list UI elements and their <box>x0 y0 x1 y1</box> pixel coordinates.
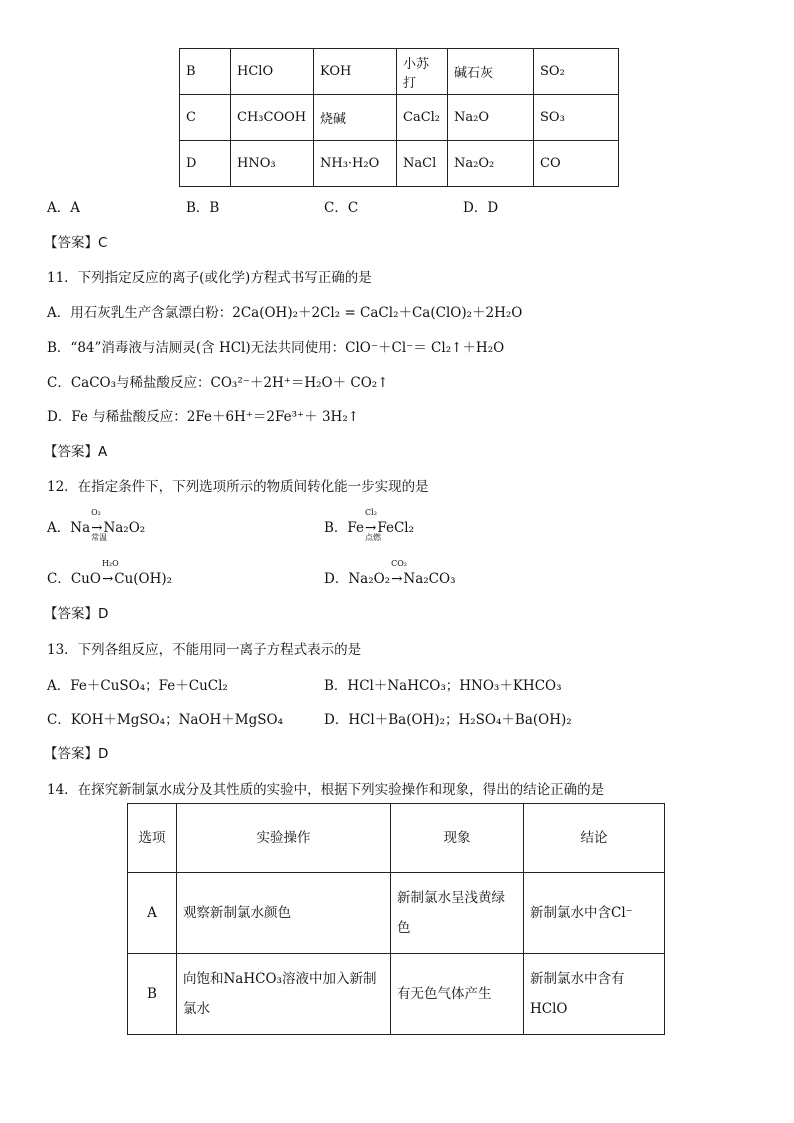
q11-option-d: D．Fe 与稀盐酸反应：2Fe＋6H⁺＝2Fe³⁺＋ 3H₂↑ <box>47 409 360 425</box>
q10-option-a: A．A <box>47 200 80 216</box>
q11-option-b: B．“84”消毒液与洁厕灵(含 HCl)无法共同使用：ClO⁻＋Cl⁻＝ Cl₂↑＋H₂O <box>47 340 505 356</box>
reaction-arrow <box>365 508 382 542</box>
q12-option-d <box>324 559 456 587</box>
table-header-row <box>128 804 665 873</box>
q11-option-a: A．用石灰乳生产含氯漂白粉：2Ca(OH)₂＋2Cl₂ = CaCl₂＋Ca(ClO)₂＋2H₂O <box>47 305 523 321</box>
q13-option-b: B．HCl＋NaHCO₃；HNO₃＋KHCO₃ <box>324 678 562 694</box>
q12-product: Cu(OH)₂ <box>114 571 173 587</box>
table-header-cell: 选项 <box>128 804 177 873</box>
reaction-condition-below: 常温 <box>91 533 108 542</box>
table-cell: HNO₃ <box>231 141 314 187</box>
q12-reactant: Na₂O₂ <box>348 571 391 587</box>
table-cell: C <box>180 95 231 141</box>
table-cell: SO₂ <box>534 49 619 95</box>
table-cell: D <box>180 141 231 187</box>
q13-option-d: D．HCl＋Ba(OH)₂；H₂SO₄＋Ba(OH)₂ <box>324 712 572 728</box>
q12-stem: 12．在指定条件下，下列选项所示的物质间转化能一步实现的是 <box>47 479 429 495</box>
q13-option-a: A．Fe＋CuSO₄；Fe＋CuCl₂ <box>47 678 228 694</box>
table-cell: HClO <box>231 49 314 95</box>
q12-option-label: A． <box>47 520 71 536</box>
q12-product: Na₂CO₃ <box>403 571 456 587</box>
reaction-condition-above: Cl₂ <box>365 508 377 517</box>
table-cell: 新制氯水中含Cl⁻ <box>524 873 665 954</box>
table-cell: 烧碱 <box>314 95 397 141</box>
q12-reactant: CuO <box>70 571 101 587</box>
q10-option-b: B．B <box>186 200 220 216</box>
arrow-icon: → <box>91 520 103 536</box>
reaction-condition-below: 点燃 <box>365 533 382 542</box>
arrow-icon: → <box>391 571 403 587</box>
q11-option-c: C．CaCO₃与稀盐酸反应：CO₃²⁻＋2H⁺＝H₂O＋ CO₂↑ <box>47 375 389 391</box>
experiment-table <box>127 803 665 1035</box>
table-cell: 新制氯水呈浅黄绿色 <box>391 873 524 954</box>
table-cell: 向饱和NaHCO₃溶液中加入新制氯水 <box>177 954 391 1035</box>
table-cell: B <box>128 954 177 1035</box>
q12-option-label: C． <box>47 571 71 587</box>
q11-answer: 【答案】A <box>44 444 108 460</box>
table-cell: CH₃COOH <box>231 95 314 141</box>
q10-option-c: C．C <box>324 200 359 216</box>
table-cell: 小苏打 <box>397 49 448 95</box>
q12-reactant: Na <box>70 520 91 536</box>
table-cell: 新制氯水中含有HClO <box>524 954 665 1035</box>
reaction-arrow <box>101 559 119 587</box>
table-cell: 观察新制氯水颜色 <box>177 873 391 954</box>
table-row <box>128 954 665 1035</box>
table-header-cell: 现象 <box>391 804 524 873</box>
q12-option-b <box>324 508 415 542</box>
q12-option-label: D． <box>324 571 349 587</box>
table-cell: 碱石灰 <box>448 49 534 95</box>
reaction-condition-above: O₂ <box>91 508 101 517</box>
reaction-arrow <box>391 559 407 587</box>
table-cell: NH₃·H₂O <box>314 141 397 187</box>
q10-answer: 【答案】C <box>44 235 108 251</box>
q12-product: FeCl₂ <box>377 520 415 536</box>
q13-option-c: C．KOH＋MgSO₄；NaOH＋MgSO₄ <box>47 712 283 728</box>
table-cell: A <box>128 873 177 954</box>
q13-stem: 13．下列各组反应，不能用同一离子方程式表示的是 <box>47 642 362 658</box>
q12-answer: 【答案】D <box>44 606 109 622</box>
reaction-arrow <box>91 508 108 542</box>
arrow-icon: → <box>101 571 114 587</box>
table-row <box>180 49 619 95</box>
q12-product: Na₂O₂ <box>103 520 146 536</box>
arrow-icon: → <box>365 520 377 536</box>
q12-option-c <box>47 559 173 587</box>
table-cell: B <box>180 49 231 95</box>
q12-option-label: B． <box>324 520 348 536</box>
reaction-condition-above: H₂O <box>101 559 119 568</box>
table-row <box>180 95 619 141</box>
table-cell: KOH <box>314 49 397 95</box>
table-cell: NaCl <box>397 141 448 187</box>
q11-stem: 11．下列指定反应的离子(或化学)方程式书写正确的是 <box>47 270 372 286</box>
table-cell: CaCl₂ <box>397 95 448 141</box>
table-cell: Na₂O <box>448 95 534 141</box>
q10-option-d: D．D <box>463 200 499 216</box>
table-cell: 有无色气体产生 <box>391 954 524 1035</box>
table-row <box>180 141 619 187</box>
table-header-cell: 结论 <box>524 804 665 873</box>
classification-table <box>179 48 619 187</box>
q14-stem: 14．在探究新制氯水成分及其性质的实验中，根据下列实验操作和现象，得出的结论正确的是 <box>47 782 605 798</box>
table-header-cell: 实验操作 <box>177 804 391 873</box>
table-cell: SO₃ <box>534 95 619 141</box>
table-cell: CO <box>534 141 619 187</box>
table-row <box>128 873 665 954</box>
q12-reactant: Fe <box>347 520 365 536</box>
q12-option-a <box>47 508 146 542</box>
table-cell: Na₂O₂ <box>448 141 534 187</box>
q13-answer: 【答案】D <box>44 746 109 762</box>
reaction-condition-above: CO₂ <box>391 559 407 568</box>
